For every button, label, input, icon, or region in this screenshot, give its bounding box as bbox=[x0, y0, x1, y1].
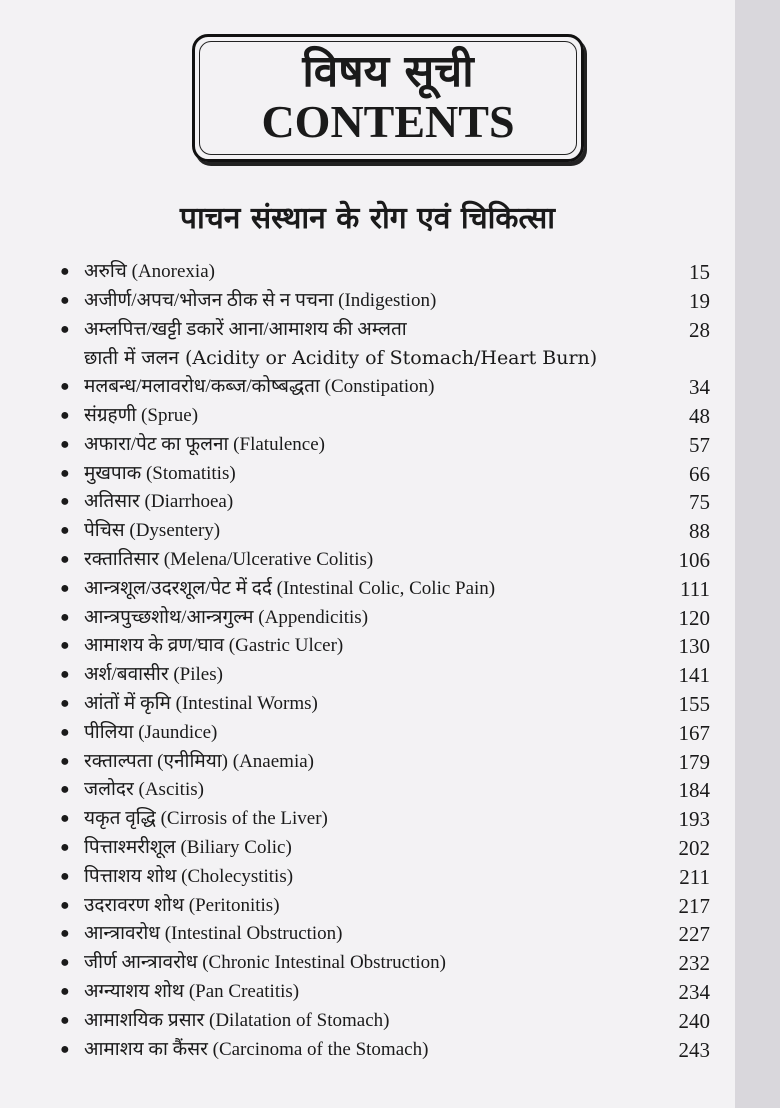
title-hindi: विषय सूची bbox=[302, 46, 474, 97]
contents-entry bbox=[60, 546, 710, 575]
entry-title-continuation: छाती में जलन (Acidity or Acidity of Stomach/Heart Burn) bbox=[84, 347, 598, 370]
entry-title: पीलिया (Jaundice) bbox=[84, 721, 218, 743]
contents-entry bbox=[60, 719, 710, 748]
entry-title: यकृत वृद्धि (Cirrosis of the Liver) bbox=[84, 808, 328, 830]
bullet-icon: ● bbox=[60, 550, 70, 568]
entry-page-number: 15 bbox=[689, 260, 710, 284]
entry-title: पेचिस (Dysentery) bbox=[84, 520, 221, 542]
bullet-icon: ● bbox=[60, 752, 70, 770]
contents-entry bbox=[60, 632, 710, 661]
contents-entry bbox=[60, 1036, 710, 1065]
bullet-icon: ● bbox=[60, 1011, 70, 1029]
entry-title: अजीर्ण/अपच/भोजन ठीक से न पचना (Indigestion) bbox=[84, 289, 437, 311]
contents-entry bbox=[60, 431, 710, 460]
entry-page-number: 57 bbox=[689, 432, 710, 457]
entry-page-number: 227 bbox=[678, 922, 710, 947]
contents-entry bbox=[60, 920, 710, 949]
entry-title: अग्न्याशय शोथ (Pan Creatitis) bbox=[84, 980, 300, 1002]
bullet-icon: ● bbox=[60, 378, 70, 396]
bullet-icon: ● bbox=[60, 637, 70, 655]
entry-title: अफारा/पेट का फूलना (Flatulence) bbox=[84, 433, 325, 455]
entry-title: आमाशय का कैंसर (Carcinoma of the Stomach) bbox=[84, 1038, 429, 1060]
contents-entry bbox=[60, 892, 710, 921]
entry-title: आंतों में कृमि (Intestinal Worms) bbox=[84, 692, 318, 714]
bullet-icon: ● bbox=[60, 666, 70, 684]
contents-entry bbox=[60, 604, 710, 633]
entry-page-number: 48 bbox=[689, 403, 710, 428]
entry-title: उदरावरण शोथ (Peritonitis) bbox=[84, 894, 280, 916]
entry-title: अर्श/बवासीर (Piles) bbox=[84, 664, 223, 686]
entry-page-number: 88 bbox=[689, 519, 710, 544]
bullet-icon: ● bbox=[60, 867, 70, 885]
contents-entry bbox=[60, 805, 710, 834]
entry-page-number: 240 bbox=[678, 1008, 710, 1033]
entry-title: अरुचि (Anorexia) bbox=[84, 261, 215, 282]
bullet-icon: ● bbox=[60, 263, 70, 280]
contents-entry bbox=[60, 661, 710, 690]
entry-title: मलबन्ध/मलावरोध/कब्ज/कोष्बद्धता (Constipation) bbox=[84, 376, 435, 398]
entry-title: मुखपाक (Stomatitis) bbox=[84, 462, 236, 484]
contents-entry bbox=[60, 863, 710, 892]
contents-list bbox=[60, 258, 710, 1064]
entry-title: आन्त्रपुच्छशोथ/आन्त्रगुल्म (Appendicitis) bbox=[84, 606, 369, 628]
contents-entry bbox=[60, 258, 710, 287]
contents-entry bbox=[60, 287, 710, 316]
entry-page-number: 106 bbox=[678, 547, 710, 572]
bullet-icon: ● bbox=[60, 925, 70, 943]
entry-page-number: 130 bbox=[678, 634, 710, 659]
entry-page-number: 243 bbox=[678, 1037, 710, 1062]
contents-entry bbox=[60, 978, 710, 1007]
entry-page-number: 184 bbox=[678, 778, 710, 803]
bullet-icon: ● bbox=[60, 723, 70, 741]
contents-entry bbox=[60, 1007, 710, 1036]
title-box bbox=[192, 34, 584, 162]
entry-title: रक्तातिसार (Melena/Ulcerative Colitis) bbox=[84, 548, 374, 570]
entry-page-number: 141 bbox=[678, 663, 710, 688]
bullet-icon: ● bbox=[60, 896, 70, 914]
entry-title: अम्लपित्त/खट्टी डकारें आना/आमाशय की अम्लता bbox=[84, 318, 407, 340]
entry-page-number: 75 bbox=[689, 490, 710, 515]
contents-entry bbox=[60, 575, 710, 604]
entry-page-number: 217 bbox=[678, 893, 710, 918]
entry-page-number: 179 bbox=[678, 749, 710, 774]
entry-title: आन्त्रावरोध (Intestinal Obstruction) bbox=[84, 923, 343, 945]
entry-page-number: 28 bbox=[689, 317, 710, 342]
bullet-icon: ● bbox=[60, 493, 70, 511]
contents-entry bbox=[60, 748, 710, 777]
entry-page-number: 232 bbox=[678, 951, 710, 976]
bullet-icon: ● bbox=[60, 522, 70, 540]
contents-entry bbox=[60, 517, 710, 546]
section-title: पाचन संस्थान के रोग एवं चिकित्सा bbox=[179, 201, 556, 236]
entry-page-number: 66 bbox=[689, 461, 710, 486]
contents-entry bbox=[60, 776, 710, 805]
entry-page-number: 111 bbox=[680, 576, 710, 601]
entry-title: आमाशय के व्रण/घाव (Gastric Ulcer) bbox=[84, 635, 344, 657]
entry-title: रक्ताल्पता (एनीमिया) (Anaemia) bbox=[84, 750, 314, 772]
bullet-icon: ● bbox=[60, 954, 70, 972]
entry-page-number: 202 bbox=[678, 835, 710, 860]
entry-page-number: 19 bbox=[689, 288, 710, 313]
entry-title: आमाशयिक प्रसार (Dilatation of Stomach) bbox=[84, 1009, 390, 1031]
entry-page-number: 234 bbox=[678, 979, 710, 1004]
contents-entry bbox=[60, 402, 710, 431]
entry-title: जलोदर (Ascitis) bbox=[84, 779, 204, 801]
entry-page-number: 193 bbox=[678, 807, 710, 832]
bullet-icon: ● bbox=[60, 810, 70, 828]
page-edge bbox=[735, 0, 780, 1108]
contents-entry bbox=[60, 690, 710, 719]
contents-entry bbox=[60, 316, 710, 345]
bullet-icon: ● bbox=[60, 781, 70, 799]
bullet-icon: ● bbox=[60, 694, 70, 712]
bullet-icon: ● bbox=[60, 579, 70, 597]
bullet-icon: ● bbox=[60, 1040, 70, 1058]
contents-entry bbox=[60, 373, 710, 402]
entry-title: पित्ताशय शोथ (Cholecystitis) bbox=[84, 865, 294, 887]
bullet-icon: ● bbox=[60, 320, 70, 338]
contents-entry bbox=[60, 949, 710, 978]
entry-page-number: 34 bbox=[689, 375, 710, 400]
contents-entry bbox=[60, 460, 710, 489]
entry-page-number: 211 bbox=[679, 864, 710, 889]
contents-entry bbox=[60, 834, 710, 863]
entry-title: संग्रहणी (Sprue) bbox=[84, 404, 199, 426]
contents-entry bbox=[60, 488, 710, 517]
bullet-icon: ● bbox=[60, 982, 70, 1000]
bullet-icon: ● bbox=[60, 406, 70, 424]
entry-page-number: 155 bbox=[678, 691, 710, 716]
contents-entry-continuation bbox=[60, 344, 710, 373]
entry-title: जीर्ण आन्त्रावरोध (Chronic Intestinal Obstruction) bbox=[84, 952, 446, 974]
bullet-icon: ● bbox=[60, 608, 70, 626]
title-english: CONTENTS bbox=[261, 96, 515, 147]
bullet-icon: ● bbox=[60, 464, 70, 482]
entry-title: पित्ताश्मरीशूल (Biliary Colic) bbox=[84, 836, 292, 858]
entry-page-number: 120 bbox=[678, 605, 710, 630]
entry-title: आन्त्रशूल/उदरशूल/पेट में दर्द (Intestinal Colic, Colic Pain) bbox=[84, 577, 496, 599]
bullet-icon: ● bbox=[60, 838, 70, 856]
bullet-icon: ● bbox=[60, 291, 70, 309]
bullet-icon: ● bbox=[60, 435, 70, 453]
entry-title: अतिसार (Diarrhoea) bbox=[84, 491, 234, 513]
entry-page-number: 167 bbox=[678, 720, 710, 745]
